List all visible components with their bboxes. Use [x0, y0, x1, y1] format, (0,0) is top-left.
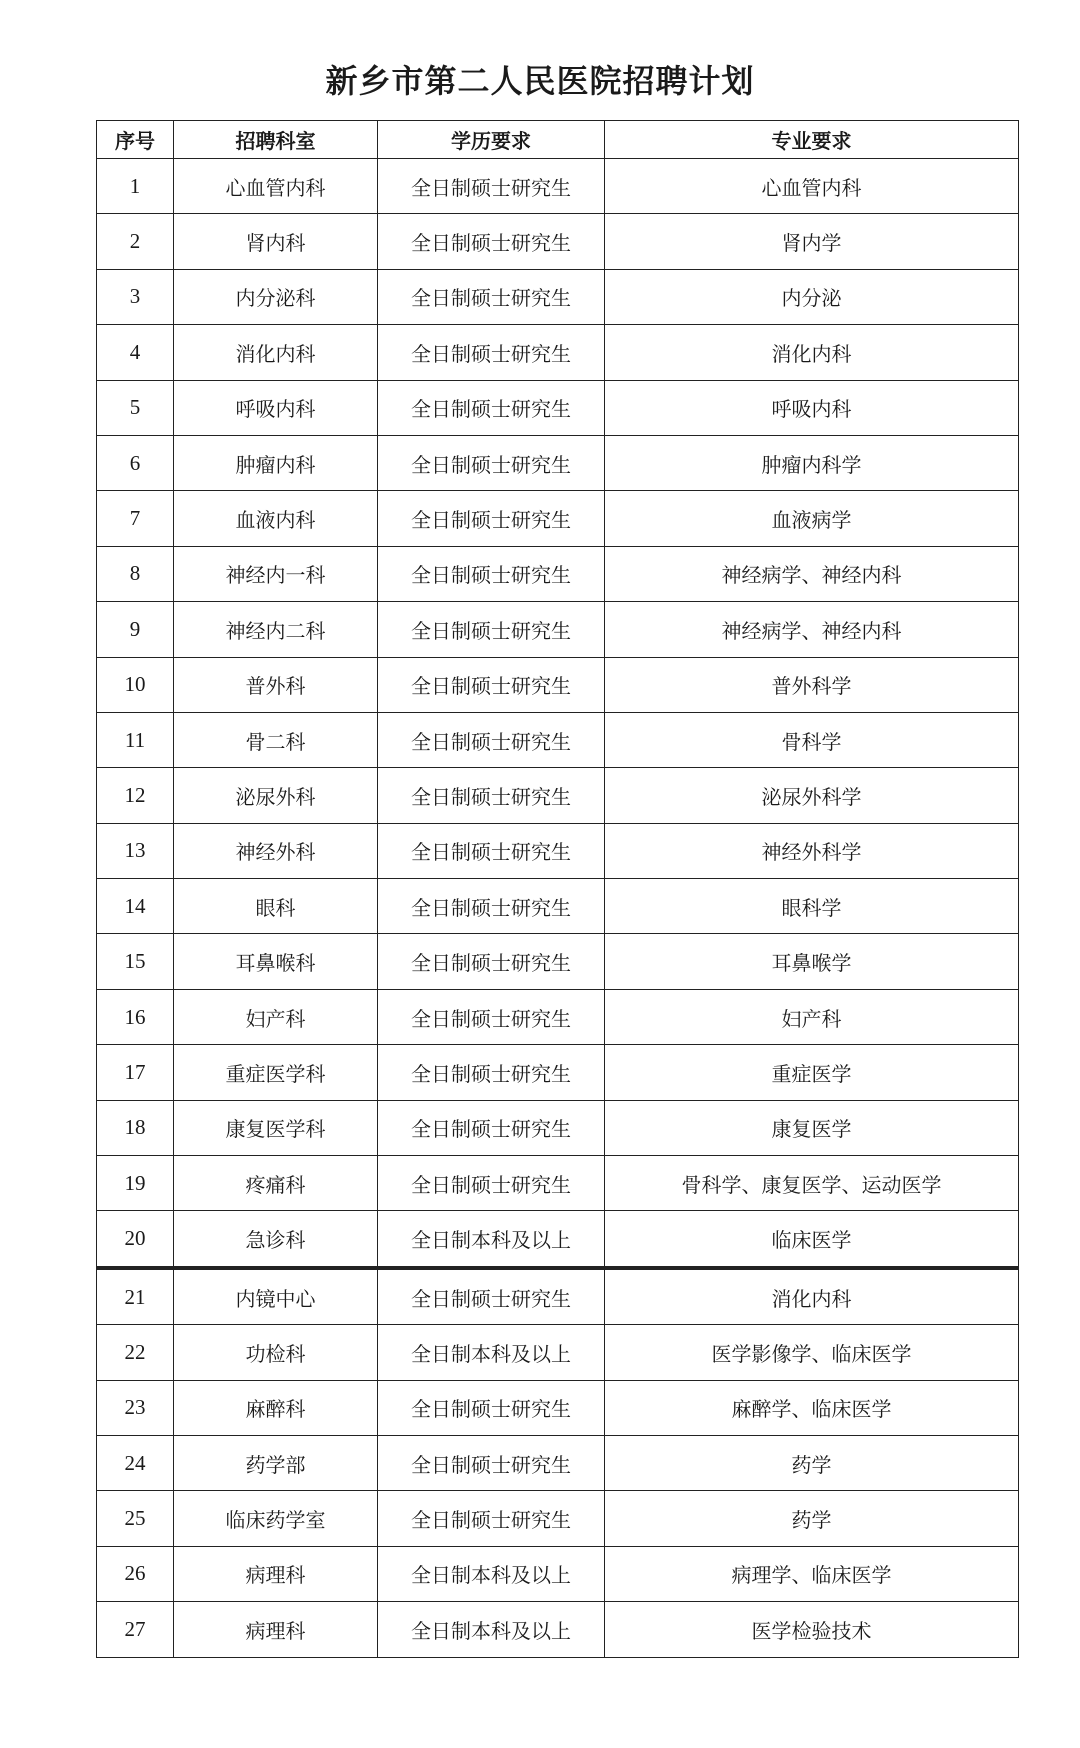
table-row	[97, 879, 1019, 934]
row-seq: 2	[97, 214, 174, 269]
header-major: 专业要求	[605, 121, 1019, 159]
row-major: 神经病学、神经内科	[605, 602, 1019, 657]
row-education: 全日制硕士研究生	[378, 657, 605, 712]
row-education: 全日制本科及以上	[378, 1211, 605, 1268]
table-row	[97, 602, 1019, 657]
row-seq: 15	[97, 934, 174, 989]
row-education: 全日制本科及以上	[378, 1602, 605, 1657]
header-education: 学历要求	[378, 121, 605, 159]
row-major: 骨科学、康复医学、运动医学	[605, 1156, 1019, 1211]
row-department: 妇产科	[174, 989, 378, 1044]
row-department: 神经内一科	[174, 546, 378, 601]
row-department: 疼痛科	[174, 1156, 378, 1211]
row-major: 普外科学	[605, 657, 1019, 712]
header-department: 招聘科室	[174, 121, 378, 159]
row-major: 内分泌	[605, 269, 1019, 324]
row-education: 全日制硕士研究生	[378, 989, 605, 1044]
row-department: 眼科	[174, 879, 378, 934]
row-major: 临床医学	[605, 1211, 1019, 1268]
table-row	[97, 380, 1019, 435]
row-major: 血液病学	[605, 491, 1019, 546]
row-education: 全日制硕士研究生	[378, 491, 605, 546]
row-seq: 18	[97, 1100, 174, 1155]
row-education: 全日制硕士研究生	[378, 546, 605, 601]
row-seq: 9	[97, 602, 174, 657]
row-department: 重症医学科	[174, 1045, 378, 1100]
table-row	[97, 1268, 1019, 1325]
row-department: 普外科	[174, 657, 378, 712]
row-department: 神经外科	[174, 823, 378, 878]
row-department: 耳鼻喉科	[174, 934, 378, 989]
row-department: 神经内二科	[174, 602, 378, 657]
table-row	[97, 1602, 1019, 1657]
row-department: 药学部	[174, 1435, 378, 1490]
row-major: 消化内科	[605, 325, 1019, 380]
row-education: 全日制硕士研究生	[378, 1045, 605, 1100]
row-major: 药学	[605, 1491, 1019, 1546]
row-department: 消化内科	[174, 325, 378, 380]
row-department: 骨二科	[174, 712, 378, 767]
row-department: 临床药学室	[174, 1491, 378, 1546]
row-department: 心血管内科	[174, 159, 378, 214]
row-seq: 23	[97, 1380, 174, 1435]
row-education: 全日制本科及以上	[378, 1546, 605, 1601]
row-department: 急诊科	[174, 1211, 378, 1268]
row-seq: 25	[97, 1491, 174, 1546]
row-department: 病理科	[174, 1602, 378, 1657]
table-row	[97, 768, 1019, 823]
header-seq: 序号	[97, 121, 174, 159]
row-major: 肾内学	[605, 214, 1019, 269]
row-education: 全日制硕士研究生	[378, 325, 605, 380]
row-education: 全日制硕士研究生	[378, 214, 605, 269]
row-major: 呼吸内科	[605, 380, 1019, 435]
row-education: 全日制硕士研究生	[378, 159, 605, 214]
table-row	[97, 159, 1019, 214]
row-seq: 13	[97, 823, 174, 878]
row-seq: 3	[97, 269, 174, 324]
row-seq: 19	[97, 1156, 174, 1211]
row-department: 肿瘤内科	[174, 435, 378, 490]
row-education: 全日制硕士研究生	[378, 1491, 605, 1546]
row-major: 心血管内科	[605, 159, 1019, 214]
row-seq: 6	[97, 435, 174, 490]
row-education: 全日制硕士研究生	[378, 712, 605, 767]
row-seq: 16	[97, 989, 174, 1044]
row-department: 康复医学科	[174, 1100, 378, 1155]
table-header-row	[97, 121, 1019, 159]
table-row	[97, 1380, 1019, 1435]
table-body	[97, 159, 1019, 1658]
row-major: 医学影像学、临床医学	[605, 1325, 1019, 1380]
row-seq: 1	[97, 159, 174, 214]
row-seq: 8	[97, 546, 174, 601]
row-education: 全日制硕士研究生	[378, 1435, 605, 1490]
table-row	[97, 934, 1019, 989]
row-department: 血液内科	[174, 491, 378, 546]
row-major: 骨科学	[605, 712, 1019, 767]
recruitment-table	[96, 120, 1019, 1658]
row-seq: 17	[97, 1045, 174, 1100]
row-department: 麻醉科	[174, 1380, 378, 1435]
row-education: 全日制硕士研究生	[378, 269, 605, 324]
row-education: 全日制硕士研究生	[378, 380, 605, 435]
table-row	[97, 269, 1019, 324]
row-seq: 11	[97, 712, 174, 767]
table-row	[97, 435, 1019, 490]
row-department: 呼吸内科	[174, 380, 378, 435]
row-seq: 14	[97, 879, 174, 934]
row-seq: 26	[97, 1546, 174, 1601]
row-education: 全日制硕士研究生	[378, 602, 605, 657]
row-seq: 4	[97, 325, 174, 380]
row-seq: 5	[97, 380, 174, 435]
row-major: 医学检验技术	[605, 1602, 1019, 1657]
row-department: 内分泌科	[174, 269, 378, 324]
table-row	[97, 1100, 1019, 1155]
row-seq: 24	[97, 1435, 174, 1490]
row-major: 药学	[605, 1435, 1019, 1490]
row-major: 康复医学	[605, 1100, 1019, 1155]
row-seq: 27	[97, 1602, 174, 1657]
row-education: 全日制硕士研究生	[378, 1380, 605, 1435]
table-row	[97, 325, 1019, 380]
row-major: 耳鼻喉学	[605, 934, 1019, 989]
table-row	[97, 657, 1019, 712]
row-major: 肿瘤内科学	[605, 435, 1019, 490]
row-major: 神经病学、神经内科	[605, 546, 1019, 601]
row-seq: 20	[97, 1211, 174, 1268]
row-education: 全日制硕士研究生	[378, 934, 605, 989]
row-education: 全日制本科及以上	[378, 1325, 605, 1380]
table-row	[97, 546, 1019, 601]
table-row	[97, 491, 1019, 546]
row-seq: 10	[97, 657, 174, 712]
table-row	[97, 1435, 1019, 1490]
row-major: 麻醉学、临床医学	[605, 1380, 1019, 1435]
table-row	[97, 823, 1019, 878]
table-row	[97, 989, 1019, 1044]
table-row	[97, 214, 1019, 269]
row-major: 妇产科	[605, 989, 1019, 1044]
row-department: 内镜中心	[174, 1268, 378, 1325]
row-department: 泌尿外科	[174, 768, 378, 823]
row-major: 泌尿外科学	[605, 768, 1019, 823]
document-title: 新乡市第二人民医院招聘计划	[325, 62, 755, 100]
row-department: 功检科	[174, 1325, 378, 1380]
row-major: 神经外科学	[605, 823, 1019, 878]
table-row	[97, 1491, 1019, 1546]
row-education: 全日制硕士研究生	[378, 823, 605, 878]
row-seq: 12	[97, 768, 174, 823]
row-department: 肾内科	[174, 214, 378, 269]
table-row	[97, 1546, 1019, 1601]
row-major: 病理学、临床医学	[605, 1546, 1019, 1601]
table-row	[97, 712, 1019, 767]
row-seq: 22	[97, 1325, 174, 1380]
table-row	[97, 1045, 1019, 1100]
row-education: 全日制硕士研究生	[378, 1268, 605, 1325]
table-row	[97, 1156, 1019, 1211]
row-education: 全日制硕士研究生	[378, 1156, 605, 1211]
row-major: 眼科学	[605, 879, 1019, 934]
row-seq: 21	[97, 1268, 174, 1325]
table-row	[97, 1325, 1019, 1380]
row-seq: 7	[97, 491, 174, 546]
row-major: 消化内科	[605, 1268, 1019, 1325]
row-education: 全日制硕士研究生	[378, 435, 605, 490]
row-education: 全日制硕士研究生	[378, 1100, 605, 1155]
row-department: 病理科	[174, 1546, 378, 1601]
row-education: 全日制硕士研究生	[378, 768, 605, 823]
row-education: 全日制硕士研究生	[378, 879, 605, 934]
table-row	[97, 1211, 1019, 1268]
row-major: 重症医学	[605, 1045, 1019, 1100]
